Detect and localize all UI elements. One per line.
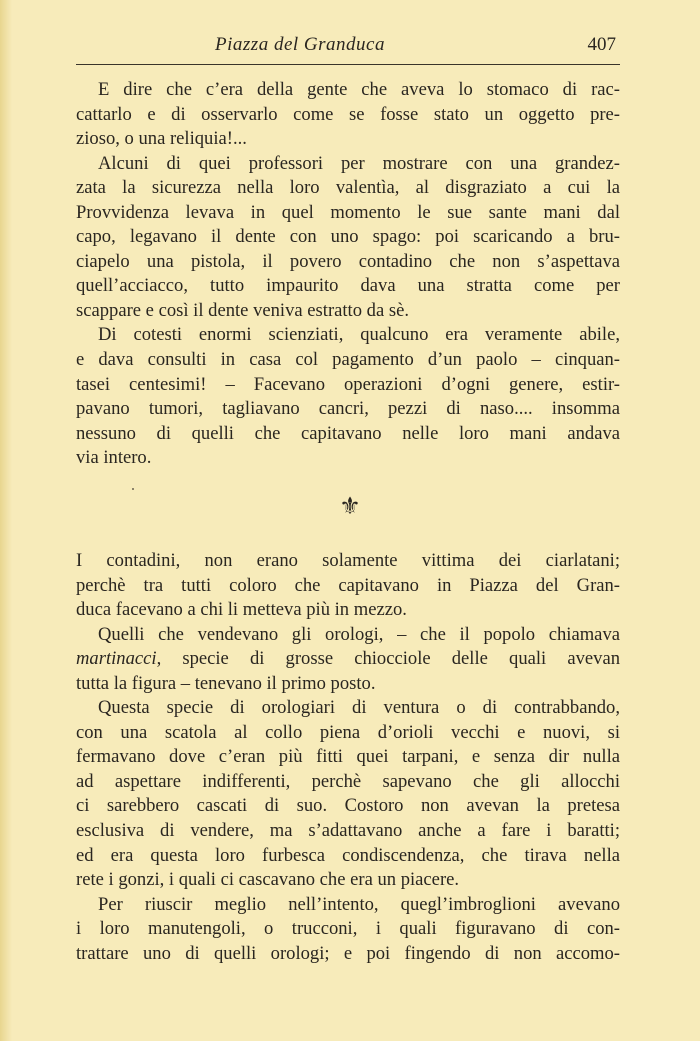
text-line: Quelli che vendevano gli orologi, – che il popolo chiamava xyxy=(98,623,620,645)
text-line: I contadini, non erano solamente vittima dei ciarlatani; xyxy=(76,550,620,571)
page-header xyxy=(76,34,616,60)
text-line: zioso, o una reliquia!... xyxy=(76,128,247,150)
text-line: tutta la figura – tenevano il primo posto. xyxy=(76,672,376,694)
text-line: trattare uno di quelli orologi; e poi fingendo di non accomo- xyxy=(76,942,620,964)
text-line: Alcuni di quei professori per mostrare con una grandez- xyxy=(98,152,620,174)
running-title: Piazza del Granduca xyxy=(215,34,385,55)
text-line: fermavano dove c’eran più fitti quei tarpani, e senza dir nulla xyxy=(76,746,620,768)
text-line: nessuno di quelli che capitavano nelle loro mani andava xyxy=(76,422,620,444)
text-line: ad aspettare indifferenti, perchè sapevano che gli allocchi xyxy=(76,770,620,792)
text-line: perchè tra tutti coloro che capitavano in Piazza del Gran- xyxy=(76,574,620,596)
text-line: e dava consulti in casa col pagamento d’un paolo – cinquan- xyxy=(76,349,620,371)
text-line: zata la sicurezza nella loro valentìa, al disgraziato a cui la xyxy=(76,177,620,199)
text-line: martinacci, specie di grosse chiocciole delle quali avevan xyxy=(76,648,620,670)
text-line: Di cotesti enormi scienziati, qualcuno era veramente abile, xyxy=(98,324,620,346)
fleur-de-lis-ornament: ⚜ xyxy=(339,494,361,520)
text-line: Questa specie di orologiari di ventura o di contrabbando, xyxy=(98,697,620,719)
text-line: E dire che c’era della gente che aveva lo stomaco di rac- xyxy=(98,79,620,100)
text-line: ciapelo una pistola, il povero contadino che non s’aspettava xyxy=(76,250,620,272)
text-line: ci sarebbero cascati di suo. Costoro non avevan la pretesa xyxy=(76,795,620,817)
text-line: con una scatola al collo piena d’orioli vecchi e nuovi, si xyxy=(76,721,620,743)
text-line: ed era questa loro furbesca condiscendenza, che tirava nella xyxy=(76,844,620,866)
text-line: quell’acciacco, tutto impaurito dava una stratta come per xyxy=(76,275,620,297)
ink-speck xyxy=(132,488,134,490)
text-line: duca facevano a chi li metteva più in mezzo. xyxy=(76,599,407,621)
body-text-section-1 xyxy=(76,78,620,471)
text-line: Provvidenza levava in quel momento le sue sante mani dal xyxy=(76,201,620,223)
text-line: scappare e così il dente veniva estratto da sè. xyxy=(76,299,409,321)
text-line: tasei centesimi! – Facevano operazioni d’ogni genere, estir- xyxy=(76,373,620,395)
text-line: pavano tumori, tagliavano cancri, pezzi di naso.... insomma xyxy=(76,398,620,420)
page-number: 407 xyxy=(587,34,616,55)
text-line: i loro manutengoli, o trucconi, i quali figuravano di con- xyxy=(76,918,620,940)
body-text-section-2 xyxy=(76,549,620,966)
text-line: cattarlo e di osservarlo come se fosse stato un oggetto pre- xyxy=(76,103,620,125)
text-line: capo, legavano il dente con uno spago: poi scaricando a bru- xyxy=(76,226,620,248)
header-rule xyxy=(76,64,620,65)
italic-term: martinacci xyxy=(76,648,157,670)
text-line: Per riuscir meglio nell’intento, quegl’imbroglioni avevano xyxy=(98,893,620,915)
text-line: rete i gonzi, i quali ci cascavano che era un piacere. xyxy=(76,869,460,891)
text-line: esclusiva di vendere, ma s’adattavano anche a fare i baratti; xyxy=(76,820,620,842)
text-line: via intero. xyxy=(76,447,152,469)
